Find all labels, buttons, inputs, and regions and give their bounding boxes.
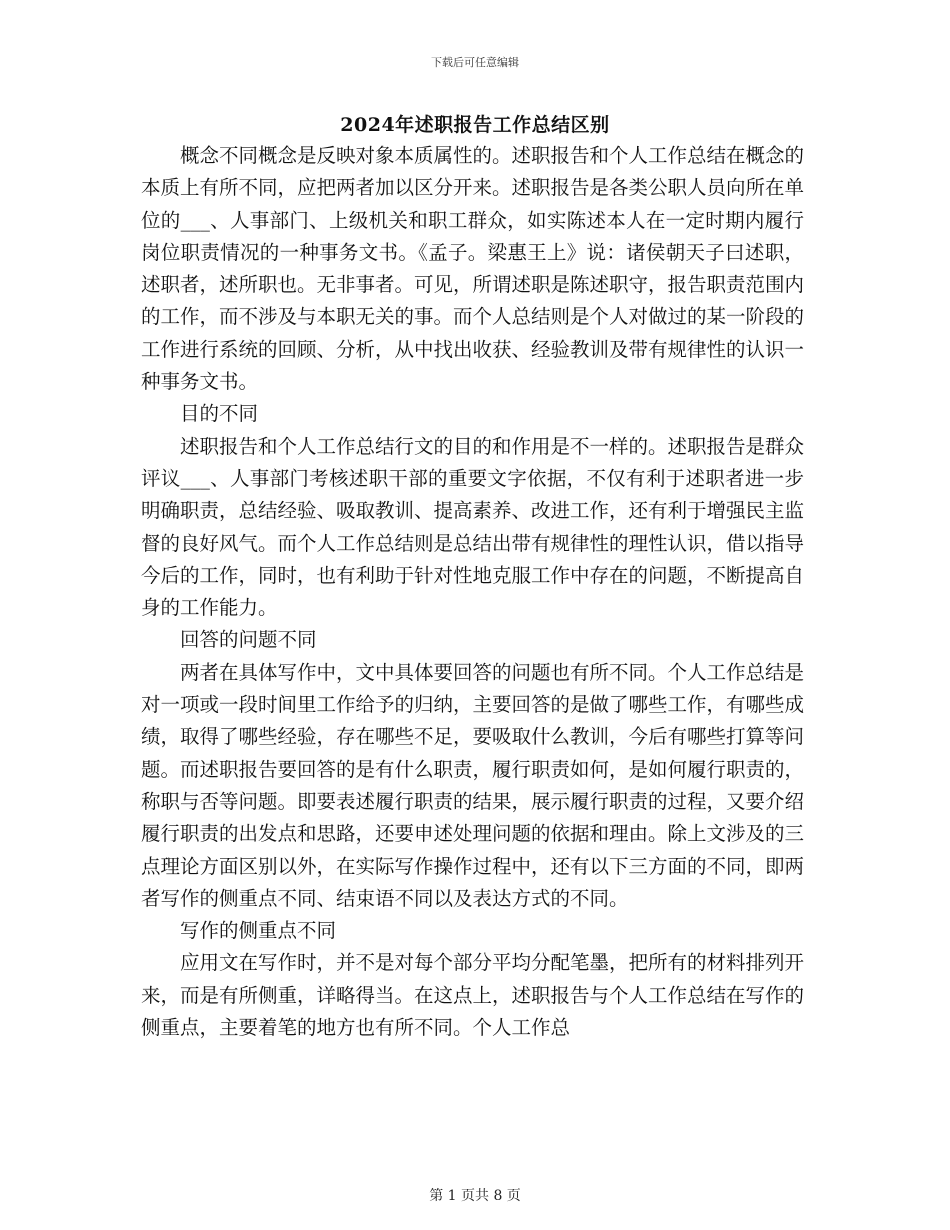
heading-purpose: 目的不同 <box>180 402 259 426</box>
heading-focus: 写作的侧重点不同 <box>180 919 337 943</box>
paragraph-concept: 概念不同概念是反映对象本质属性的。述职报告和个人工作总结在概念的本质上有所不同，应把两者加以区分开来。述职报告是各类公职人员向所在单位的___、人事部门、上级机关和职工群众，如实陈述本人在一定时期内履行岗位职责情况的一种事务文书。《孟子。梁惠王上》说：诸侯朝天子曰述职，述职者，述所职也。无非事者。可见，所谓述职是陈述职守，报告职责范围内的工作，而不涉及与本职无关的事。而个人总结则是个人对做过的某一阶段的工作进行系统的回顾、分析，从中找出收获、经验教训及带有规律性的认识一种事务文书。 <box>141 144 805 394</box>
document-body <box>141 140 804 1044</box>
paragraph-focus: 应用文在写作时，并不是对每个部分平均分配笔墨，把所有的材料排列开来，而是有所侧重，详略得当。在这点上，述职报告与个人工作总结在写作的侧重点，主要着笔的地方也有所不同。个人工作总 <box>141 951 805 1040</box>
page-header: 下载后可任意编辑 <box>431 56 519 69</box>
heading-questions: 回答的问题不同 <box>180 628 317 652</box>
page-footer: 第 1 页共 8 页 <box>429 1188 521 1204</box>
paragraph-purpose: 述职报告和个人工作总结行文的目的和作用是不一样的。述职报告是群众评议___、人事部门考核述职干部的重要文字依据，不仅有利于述职者进一步明确职责，总结经验、吸取教训、提高素养、改进工作，还有利于增强民主监督的良好风气。而个人工作总结则是总结出带有规律性的理性认识，借以指导今后的工作，同时，也有利助于针对性地克服工作中存在的问题，不断提高自身的工作能力。 <box>141 434 805 620</box>
document-title: 2024年述职报告工作总结区别 <box>340 114 610 136</box>
paragraph-questions: 两者在具体写作中，文中具体要回答的问题也有所不同。个人工作总结是对一项或一段时间里工作给予的归纳，主要回答的是做了哪些工作，有哪些成绩，取得了哪些经验，存在哪些不足，要吸取什么教训，今后有哪些打算等问题。而述职报告要回答的是有什么职责，履行职责如何，是如何履行职责的，称职与否等问题。即要表述履行职责的结果，展示履行职责的过程，又要介绍履行职责的出发点和思路，还要申述处理问题的依据和理由。除上文涉及的三点理论方面区别以外，在实际写作操作过程中，还有以下三方面的不同，即两者写作的侧重点不同、结束语不同以及表达方式的不同。 <box>141 660 805 910</box>
